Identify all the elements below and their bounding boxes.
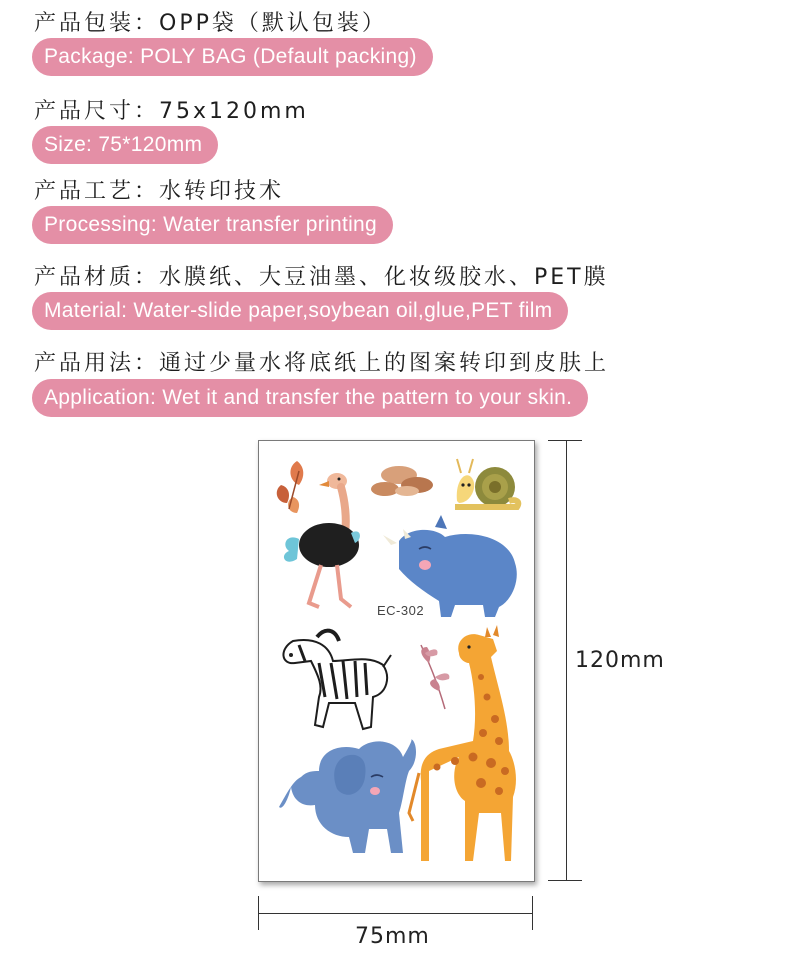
- spec-processing-cn: 产品工艺：水转印技术: [34, 179, 285, 204]
- branch-icon: [421, 645, 449, 709]
- spec-size-cn: 产品尺寸：75x120mm: [34, 99, 309, 124]
- height-dimension-bottom-tick: [548, 880, 582, 881]
- zebra-icon: [283, 631, 391, 729]
- leaf-icon: [277, 461, 304, 513]
- height-dimension-line: [566, 440, 567, 881]
- width-label: 75mm: [355, 924, 430, 949]
- width-dimension-right-tick: [532, 896, 533, 930]
- spec-processing-en: Processing: Water transfer printing: [32, 206, 393, 244]
- height-label: 120mm: [575, 648, 665, 673]
- ostrich-icon: [284, 473, 360, 607]
- rock-icon: [371, 466, 433, 496]
- spec-application-en: Application: Wet it and transfer the pattern to your skin.: [32, 379, 588, 417]
- product-code-label: EC-302: [377, 603, 425, 618]
- snail-icon: [455, 459, 518, 507]
- elephant-icon: [279, 739, 416, 853]
- spec-material-en: Material: Water-slide paper,soybean oil,glue,PET film: [32, 292, 568, 330]
- spec-application-cn: 产品用法：通过少量水将底纸上的图案转印到皮肤上: [34, 351, 610, 376]
- spec-package-cn: 产品包装：OPP袋（默认包装）: [34, 11, 387, 36]
- height-dimension-top-tick: [548, 440, 582, 441]
- tattoo-sheet: [258, 440, 535, 882]
- rhino-icon: [383, 515, 517, 617]
- width-dimension-line: [258, 913, 533, 914]
- spec-package-en: Package: POLY BAG (Default packing): [32, 38, 433, 76]
- giraffe-icon: [409, 625, 516, 861]
- spec-size-en: Size: 75*120mm: [32, 126, 218, 164]
- spec-material-cn: 产品材质：水膜纸、大豆油墨、化妆级胶水、PET膜: [34, 265, 609, 290]
